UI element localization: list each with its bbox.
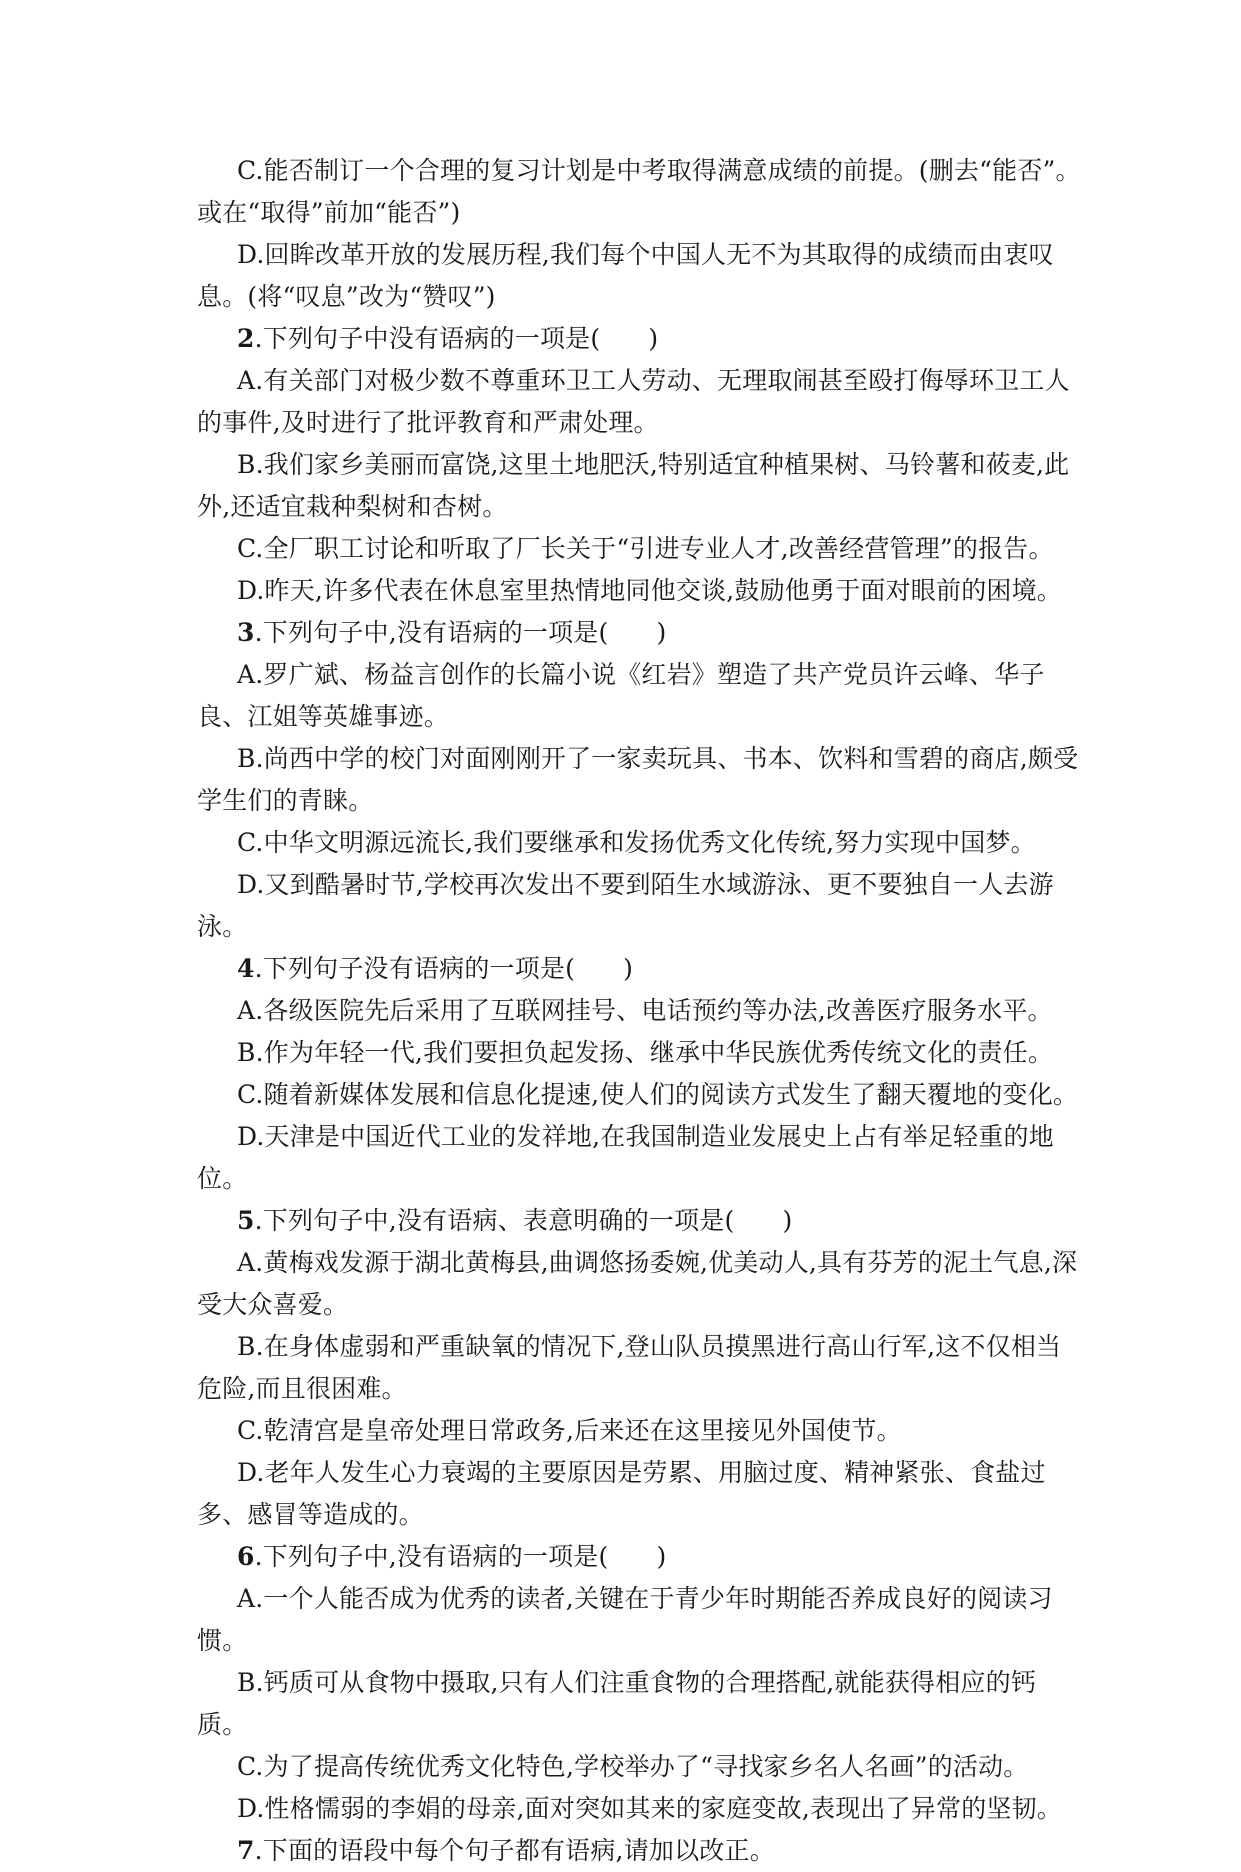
question-close: ) xyxy=(623,954,634,983)
question-close: ) xyxy=(656,1542,667,1571)
option-b: B.尚西中学的校门对面刚刚开了一家卖玩具、书本、饮料和雪碧的商店,颇受学生们的青睐。 xyxy=(197,744,1079,815)
question-number: 2 xyxy=(237,324,255,353)
option-a: A.有关部门对极少数不尊重环卫工人劳动、无理取闹甚至殴打侮辱环卫工人的事件,及时进行了批评教育和严肃处理。 xyxy=(197,366,1070,437)
question-number: 6 xyxy=(237,1542,255,1571)
option-a: A.黄梅戏发源于湖北黄梅县,曲调悠扬委婉,优美动人,具有芬芳的泥土气息,深受大众喜爱。 xyxy=(197,1248,1078,1319)
option-c: C.随着新媒体发展和信息化提速,使人们的阅读方式发生了翻天覆地的变化。 xyxy=(237,1080,1079,1109)
question-close: ) xyxy=(782,1206,793,1235)
question-stem xyxy=(197,1536,1085,1578)
question-text: .下列句子中没有语病的一项是( xyxy=(254,324,601,353)
question-stem xyxy=(197,318,1085,360)
option-d: D.老年人发生心力衰竭的主要原因是劳累、用脑过度、精神紧张、食盐过多、感冒等造成的。 xyxy=(197,1458,1046,1529)
option-d: D.昨天,许多代表在休息室里热情地同他交谈,鼓励他勇于面对眼前的困境。 xyxy=(237,576,1062,605)
option-d: D.天津是中国近代工业的发祥地,在我国制造业发展史上占有举足轻重的地位。 xyxy=(197,1122,1054,1193)
question-stem xyxy=(197,1830,1085,1872)
question-stem xyxy=(197,612,1085,654)
option-d: D.性格懦弱的李娟的母亲,面对突如其来的家庭变故,表现出了异常的坚韧。 xyxy=(237,1794,1062,1823)
option-b: B.钙质可从食物中摄取,只有人们注重食物的合理搭配,就能获得相应的钙质。 xyxy=(197,1668,1037,1739)
question-close: ) xyxy=(656,618,667,647)
question-number: 4 xyxy=(237,954,255,983)
option-a: A.一个人能否成为优秀的读者,关键在于青少年时期能否养成良好的阅读习惯。 xyxy=(197,1584,1053,1655)
option-a: A.罗广斌、杨益言创作的长篇小说《红岩》塑造了共产党员许云峰、华子良、江姐等英雄事迹。 xyxy=(197,660,1045,731)
option-c: C.为了提高传统优秀文化特色,学校举办了“寻找家乡名人名画”的活动。 xyxy=(237,1752,1029,1781)
option-line: D.回眸改革开放的发展历程,我们每个中国人无不为其取得的成绩而由衷叹息。(将“叹息”改为“赞叹”) xyxy=(197,240,1054,311)
question-number: 5 xyxy=(237,1206,255,1235)
option-line: C.能否制订一个合理的复习计划是中考取得满意成绩的前提。(删去“能否”。或在“取得”前加“能否”) xyxy=(197,156,1081,227)
question-stem xyxy=(197,948,1085,990)
option-a: A.各级医院先后采用了互联网挂号、电话预约等办法,改善医疗服务水平。 xyxy=(237,996,1053,1025)
question-number: 3 xyxy=(237,618,255,647)
question-text: .下列句子中,没有语病的一项是( xyxy=(254,618,609,647)
question-text: .下列句子中,没有语病的一项是( xyxy=(254,1542,609,1571)
question-number: 7 xyxy=(237,1836,255,1865)
option-c: C.全厂职工讨论和听取了厂长关于“引进专业人才,改善经营管理”的报告。 xyxy=(237,534,1054,563)
document-body xyxy=(197,150,1085,1872)
option-d: D.又到酷暑时节,学校再次发出不要到陌生水域游泳、更不要独自一人去游泳。 xyxy=(197,870,1054,941)
question-text: .下列句子没有语病的一项是( xyxy=(254,954,576,983)
option-b: B.作为年轻一代,我们要担负起发扬、继承中华民族优秀传统文化的责任。 xyxy=(237,1038,1054,1067)
option-c: C.中华文明源远流长,我们要继承和发扬优秀文化传统,努力实现中国梦。 xyxy=(237,828,1036,857)
question-close: ) xyxy=(648,324,659,353)
question-text: .下面的语段中每个句子都有语病,请加以改正。 xyxy=(254,1836,775,1865)
question-text: .下列句子中,没有语病、表意明确的一项是( xyxy=(254,1206,735,1235)
question-stem xyxy=(197,1200,1085,1242)
option-c: C.乾清宫是皇帝处理日常政务,后来还在这里接见外国使节。 xyxy=(237,1416,902,1445)
option-b: B.我们家乡美丽而富饶,这里土地肥沃,特别适宜种植果树、马铃薯和莜麦,此外,还适宜栽种梨树和杏树。 xyxy=(197,450,1070,521)
option-b: B.在身体虚弱和严重缺氧的情况下,登山队员摸黑进行高山行军,这不仅相当危险,而且很困难。 xyxy=(197,1332,1062,1403)
